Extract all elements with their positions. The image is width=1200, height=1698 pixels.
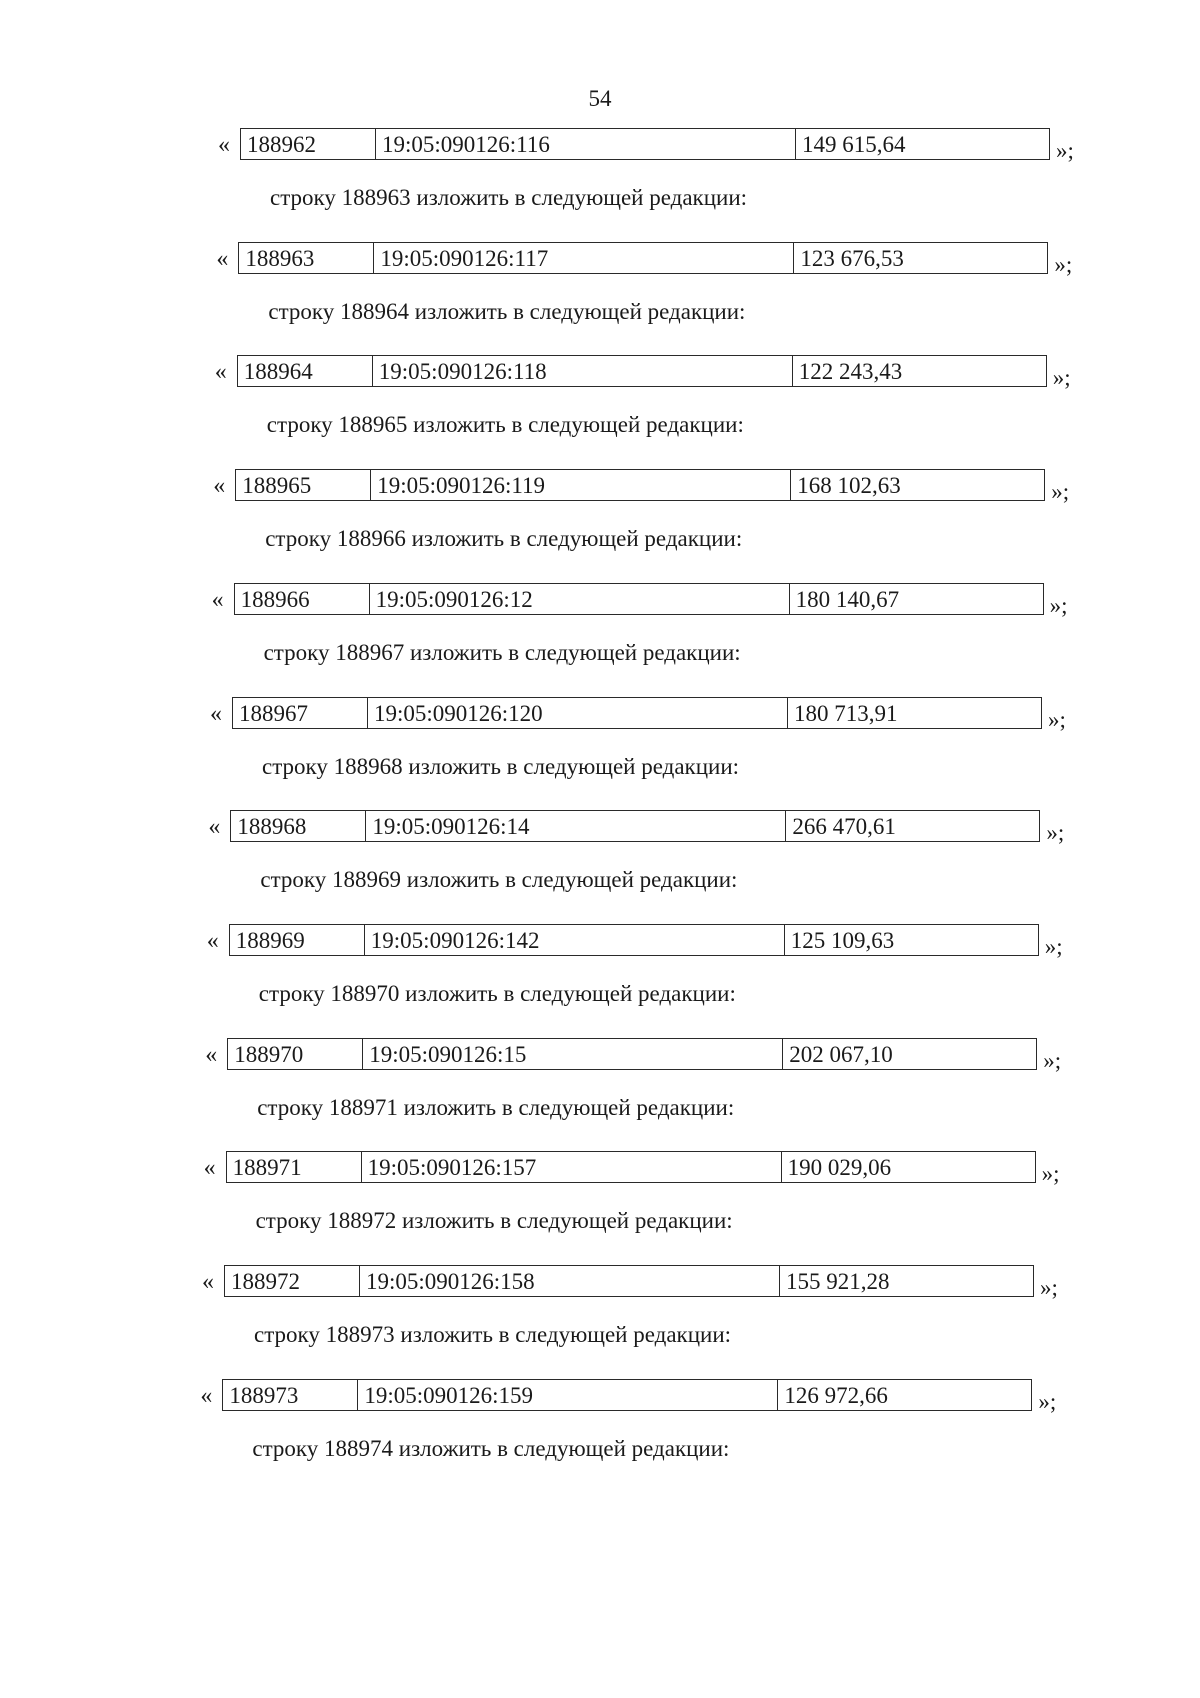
- opening-quote: «: [211, 586, 224, 613]
- amendment-row: [207, 924, 1077, 962]
- closing-quote: »;: [1040, 1275, 1058, 1300]
- page-number: 54: [588, 86, 612, 111]
- opening-quote: «: [206, 927, 219, 954]
- cadastral-value-cell: 266 470,61: [785, 811, 1048, 841]
- amendment-instruction: строку 188971 изложить в следующей редакции:: [257, 1094, 735, 1120]
- cadastral-value-cell: 123 676,53: [793, 243, 1056, 273]
- closing-quote: »;: [1038, 1388, 1057, 1414]
- amendment-instruction: строку 188964 изложить в следующей редакции:: [268, 298, 746, 324]
- amendment-row: [215, 355, 1085, 393]
- row-number-cell: 188966: [240, 586, 310, 612]
- row-number-cell: 188969: [235, 927, 305, 953]
- table-row: [234, 583, 1044, 615]
- cadastral-number-cell: 19:05:090126:117: [373, 243, 800, 273]
- closing-quote: »;: [1041, 1161, 1060, 1187]
- table-row: [224, 1265, 1034, 1297]
- amendment-row: [212, 583, 1082, 621]
- cadastral-value-cell: 180 140,67: [789, 584, 1052, 614]
- table-row: [222, 1379, 1032, 1411]
- amendment-instruction: строку 188967 изложить в следующей редакции:: [263, 639, 741, 665]
- cadastral-value-cell: 155 921,28: [779, 1266, 1042, 1296]
- row-number-cell: 188965: [242, 473, 312, 499]
- amendment-row: [202, 1265, 1072, 1303]
- table-row: [240, 128, 1050, 160]
- amendment-row: [218, 128, 1088, 166]
- row-number-cell: 188962: [247, 132, 316, 157]
- cadastral-number-cell: 19:05:090126:14: [365, 811, 792, 841]
- table-row: [227, 1038, 1037, 1070]
- cadastral-value-cell: 168 102,63: [790, 470, 1053, 500]
- amendment-row: [210, 697, 1080, 735]
- cadastral-value-cell: 202 067,10: [782, 1039, 1045, 1069]
- table-row: [237, 355, 1047, 387]
- row-number-cell: 188963: [245, 245, 315, 271]
- closing-quote: »;: [1044, 933, 1063, 959]
- amendment-instruction: строку 188972 изложить в следующей редакции:: [255, 1208, 733, 1234]
- table-row: [230, 810, 1040, 842]
- amendment-row: [205, 1038, 1075, 1076]
- cadastral-value-cell: 122 243,43: [792, 356, 1055, 386]
- opening-quote: «: [200, 1382, 213, 1409]
- cadastral-number-cell: 19:05:090126:157: [361, 1152, 788, 1182]
- cadastral-number-cell: 19:05:090126:118: [372, 356, 799, 386]
- closing-quote: »;: [1051, 479, 1070, 505]
- closing-quote: »;: [1048, 706, 1066, 732]
- opening-quote: «: [218, 132, 230, 158]
- closing-quote: »;: [1056, 138, 1074, 163]
- opening-quote: «: [208, 814, 221, 841]
- cadastral-value-cell: 190 029,06: [781, 1152, 1044, 1182]
- row-number-cell: 188967: [239, 700, 308, 726]
- cadastral-number-cell: 19:05:090126:116: [375, 129, 802, 159]
- row-number-cell: 188964: [243, 359, 313, 385]
- closing-quote: »;: [1054, 251, 1073, 277]
- row-number-cell: 188972: [231, 1269, 300, 1294]
- cadastral-number-cell: 19:05:090126:119: [370, 470, 797, 500]
- table-row: [235, 469, 1045, 501]
- amendment-row: [200, 1379, 1070, 1417]
- cadastral-number-cell: 19:05:090126:15: [362, 1039, 789, 1069]
- table-row: [226, 1151, 1036, 1183]
- table-row: [238, 242, 1048, 274]
- opening-quote: «: [213, 473, 226, 500]
- row-number-cell: 188973: [229, 1382, 299, 1408]
- opening-quote: «: [216, 245, 229, 272]
- opening-quote: «: [214, 359, 227, 386]
- amendment-row: [213, 469, 1083, 507]
- amendment-row: [208, 810, 1078, 848]
- closing-quote: »;: [1046, 820, 1065, 846]
- cadastral-number-cell: 19:05:090126:159: [357, 1380, 784, 1410]
- amendment-instruction: строку 188969 изложить в следующей редакции:: [260, 867, 738, 893]
- amendment-instruction: строку 188973 изложить в следующей редакции:: [254, 1322, 732, 1347]
- opening-quote: «: [205, 1041, 218, 1068]
- cadastral-value-cell: 180 713,91: [787, 698, 1050, 728]
- cadastral-number-cell: 19:05:090126:120: [367, 698, 794, 728]
- cadastral-value-cell: 125 109,63: [784, 925, 1047, 955]
- opening-quote: «: [203, 1155, 216, 1182]
- amendment-row: [216, 242, 1086, 280]
- table-row: [232, 697, 1042, 729]
- amendment-instruction: строку 188974 изложить в следующей редакции:: [252, 1435, 730, 1461]
- cadastral-number-cell: 19:05:090126:142: [364, 925, 791, 955]
- opening-quote: «: [210, 700, 222, 727]
- row-number-cell: 188971: [232, 1155, 302, 1181]
- cadastral-number-cell: 19:05:090126:158: [359, 1266, 786, 1296]
- closing-quote: »;: [1052, 365, 1071, 391]
- cadastral-number-cell: 19:05:090126:12: [369, 584, 796, 614]
- closing-quote: »;: [1043, 1047, 1062, 1073]
- cadastral-value-cell: 149 615,64: [795, 129, 1058, 159]
- amendment-instruction: строку 188970 изложить в следующей редакции:: [258, 980, 736, 1006]
- amendment-instruction: строку 188965 изложить в следующей редакции:: [266, 412, 744, 438]
- opening-quote: «: [202, 1269, 214, 1295]
- row-number-cell: 188970: [234, 1041, 304, 1067]
- cadastral-value-cell: 126 972,66: [777, 1380, 1040, 1410]
- amendment-instruction: строку 188968 изложить в следующей редакции:: [262, 753, 740, 779]
- closing-quote: »;: [1049, 592, 1068, 618]
- amendment-instruction: строку 188963 изложить в следующей редакции:: [270, 185, 748, 210]
- amendment-row: [204, 1151, 1074, 1189]
- row-number-cell: 188968: [237, 814, 307, 840]
- table-row: [229, 924, 1039, 956]
- amendment-instruction: строку 188966 изложить в следующей редакции:: [265, 526, 743, 552]
